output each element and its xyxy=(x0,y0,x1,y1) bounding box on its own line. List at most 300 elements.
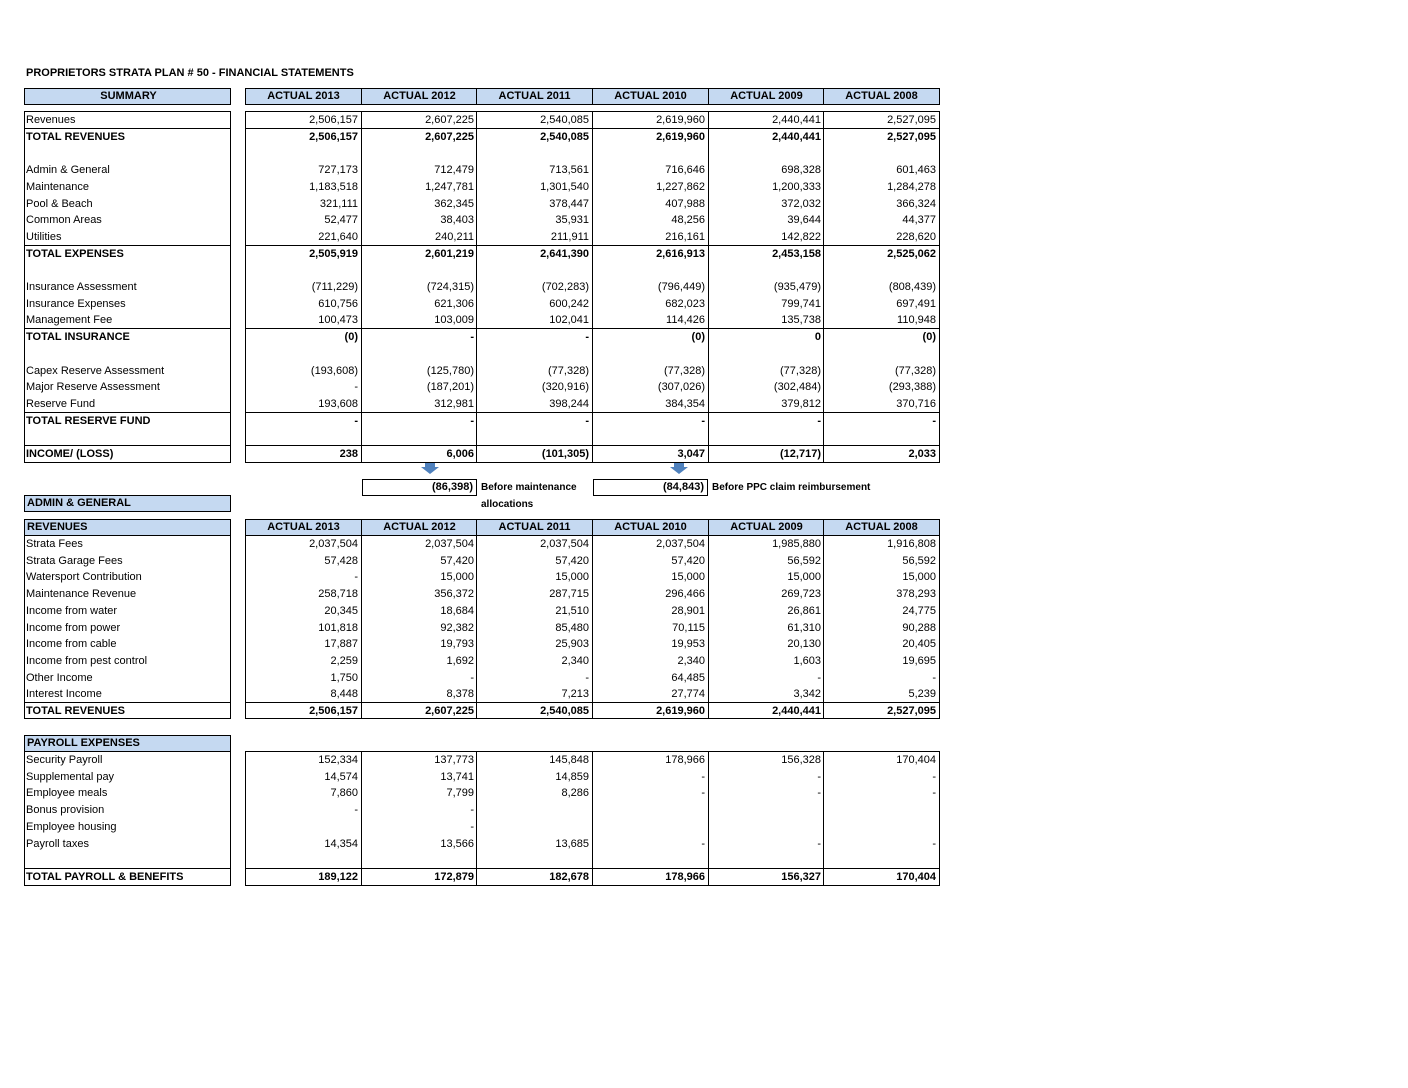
cell-value: - xyxy=(354,381,358,394)
total-row-label: TOTAL EXPENSES xyxy=(26,247,124,260)
row-label: Major Reserve Assessment xyxy=(26,381,160,394)
row-label: Bonus provision xyxy=(26,804,105,817)
row-label: Payroll taxes xyxy=(26,837,89,850)
cell-value: 296,466 xyxy=(665,588,705,601)
cell-value: 697,491 xyxy=(896,297,936,310)
cell-value: 152,334 xyxy=(318,754,358,766)
cell-value xyxy=(823,145,936,162)
cell-value: 3,047 xyxy=(677,448,705,460)
cell-value xyxy=(708,346,821,363)
cell-value: 6,006 xyxy=(446,448,474,460)
cell-value: - xyxy=(701,837,705,850)
cell-value xyxy=(245,852,358,869)
cell-value xyxy=(823,802,936,819)
cell-value: - xyxy=(932,837,936,850)
cell-value: 57,420 xyxy=(440,554,474,567)
cell-value: 1,985,880 xyxy=(772,538,821,550)
cell-value xyxy=(592,346,705,363)
cell-value: 1,301,540 xyxy=(540,180,589,193)
cell-value: 1,750 xyxy=(330,671,358,684)
cell-value xyxy=(823,819,936,836)
cell-value: 189,122 xyxy=(318,870,358,883)
cell-value: 2,037,504 xyxy=(309,538,358,550)
cell-value: 356,372 xyxy=(434,588,474,601)
cell-value: 8,286 xyxy=(561,787,589,800)
cell-value: 2,540,085 xyxy=(540,130,589,143)
cell-value: 26,861 xyxy=(787,604,821,617)
cell-value: 28,901 xyxy=(671,604,705,617)
row-label: Employee meals xyxy=(26,787,108,800)
cell-value: 2,527,095 xyxy=(887,114,936,126)
cell-value: (12,717) xyxy=(780,448,821,460)
cell-value: 61,310 xyxy=(787,621,821,634)
row-label: Maintenance Revenue xyxy=(26,588,137,601)
cell-value: 362,345 xyxy=(434,197,474,210)
cell-value: (702,283) xyxy=(541,281,589,293)
total-row-label: TOTAL INSURANCE xyxy=(26,331,130,344)
cell-value: (0) xyxy=(691,331,705,344)
cell-value: - xyxy=(470,820,474,833)
cell-value: 13,741 xyxy=(440,770,474,783)
cell-value: - xyxy=(354,414,358,427)
cell-value: 19,695 xyxy=(902,654,936,667)
cell-value: - xyxy=(585,671,589,684)
cell-value: (193,608) xyxy=(310,364,358,377)
row-label: Admin & General xyxy=(26,164,110,177)
cell-value: 2,453,158 xyxy=(772,247,821,260)
cell-value: 366,324 xyxy=(896,197,936,210)
cell-value: 269,723 xyxy=(781,588,821,601)
row-label: Income from power xyxy=(26,621,121,634)
cell-value: 25,903 xyxy=(555,638,589,651)
cell-value: 20,130 xyxy=(787,638,821,651)
cell-value xyxy=(245,819,358,836)
column-header-5: ACTUAL 2008 xyxy=(823,88,940,105)
cell-value: 17,887 xyxy=(324,638,358,651)
cell-value xyxy=(823,346,936,363)
total-row-label: INCOME/ (LOSS) xyxy=(26,448,114,460)
cell-value: - xyxy=(701,770,705,783)
cell-value: (77,328) xyxy=(664,364,705,377)
cell-value: 5,239 xyxy=(908,688,936,701)
cell-value: (77,328) xyxy=(780,364,821,377)
cell-value: 48,256 xyxy=(671,214,705,227)
cell-value xyxy=(708,802,821,819)
row-label xyxy=(26,852,229,869)
cell-value: 2,540,085 xyxy=(540,114,589,126)
cell-value: (307,026) xyxy=(657,381,705,394)
cell-value xyxy=(476,819,589,836)
cell-value: - xyxy=(354,571,358,584)
cell-value xyxy=(245,346,358,363)
cell-value: - xyxy=(932,787,936,800)
cell-value xyxy=(476,262,589,279)
row-label: Insurance Assessment xyxy=(26,281,137,293)
cell-value: 92,382 xyxy=(440,621,474,634)
cell-value: 57,420 xyxy=(555,554,589,567)
cell-value xyxy=(592,852,705,869)
cell-value: 39,644 xyxy=(787,214,821,227)
cell-value: 2,440,441 xyxy=(772,130,821,143)
cell-value: (77,328) xyxy=(895,364,936,377)
cell-value: (77,328) xyxy=(548,364,589,377)
cell-value: 1,183,518 xyxy=(309,180,358,193)
cell-value: 287,715 xyxy=(549,588,589,601)
cell-value: 20,345 xyxy=(324,604,358,617)
cell-value: 2,619,960 xyxy=(656,705,705,717)
cell-value: 35,931 xyxy=(555,214,589,227)
cell-value: 312,981 xyxy=(434,397,474,410)
cell-value: - xyxy=(354,804,358,817)
cell-value xyxy=(592,145,705,162)
cell-value xyxy=(361,262,474,279)
cell-value: 2,340 xyxy=(677,654,705,667)
cell-value xyxy=(592,802,705,819)
cell-value: 2,527,095 xyxy=(887,705,936,717)
column-header-1: ACTUAL 2012 xyxy=(361,519,478,536)
note-text: Before maintenance xyxy=(481,482,577,493)
cell-value: (320,916) xyxy=(541,381,589,394)
cell-value: 2,037,504 xyxy=(540,538,589,550)
column-header-4: ACTUAL 2009 xyxy=(708,88,825,105)
cell-value: 712,479 xyxy=(434,164,474,177)
cell-value: 20,405 xyxy=(902,638,936,651)
cell-value: 52,477 xyxy=(324,214,358,227)
cell-value xyxy=(708,852,821,869)
cell-value: 1,247,781 xyxy=(425,180,474,193)
cell-value: - xyxy=(817,671,821,684)
cell-value: 698,328 xyxy=(781,164,821,177)
row-label: Income from pest control xyxy=(26,654,148,667)
cell-value xyxy=(823,852,936,869)
cell-value: 2,440,441 xyxy=(772,705,821,717)
row-label: Security Payroll xyxy=(26,754,103,766)
cell-value xyxy=(592,819,705,836)
cell-value: (0) xyxy=(344,331,358,344)
cell-value xyxy=(245,262,358,279)
row-label: Interest Income xyxy=(26,688,102,701)
cell-value: 2,619,960 xyxy=(656,130,705,143)
cell-value: 716,646 xyxy=(665,164,705,177)
cell-value: 2,616,913 xyxy=(656,247,705,260)
total-row-label: TOTAL RESERVE FUND xyxy=(26,414,151,427)
cell-value: - xyxy=(817,787,821,800)
cell-value xyxy=(361,346,474,363)
cell-value: 142,822 xyxy=(781,230,821,243)
cell-value xyxy=(592,429,705,446)
row-label: Management Fee xyxy=(26,314,113,327)
cell-value xyxy=(708,145,821,162)
cell-value: 170,404 xyxy=(896,754,936,766)
cell-value: 2,506,157 xyxy=(309,705,358,717)
column-header-3: ACTUAL 2010 xyxy=(592,519,709,536)
row-label: Capex Reserve Assessment xyxy=(26,364,165,377)
cell-value: 610,756 xyxy=(318,297,358,310)
cell-value xyxy=(823,429,936,446)
cell-value xyxy=(245,429,358,446)
cell-value: 7,213 xyxy=(561,688,589,701)
cell-value: 110,948 xyxy=(897,314,936,327)
note-text: Before PPC claim reimbursement xyxy=(712,482,871,493)
cell-value: 102,041 xyxy=(549,314,589,327)
row-label: Pool & Beach xyxy=(26,197,93,210)
cell-value: 57,428 xyxy=(324,554,358,567)
cell-value: 156,327 xyxy=(781,870,821,883)
cell-value: 211,911 xyxy=(550,230,589,243)
row-label: Insurance Expenses xyxy=(26,297,126,310)
cell-value xyxy=(823,262,936,279)
cell-value: 713,561 xyxy=(549,164,589,177)
cell-value xyxy=(476,145,589,162)
cell-value: 258,718 xyxy=(318,588,358,601)
cell-value: 2,540,085 xyxy=(540,705,589,717)
cell-value: 193,608 xyxy=(318,397,358,410)
cell-value: (0) xyxy=(922,331,936,344)
cell-value: (293,388) xyxy=(888,381,936,394)
cell-value: 103,009 xyxy=(434,314,474,327)
column-header-2: ACTUAL 2011 xyxy=(476,88,593,105)
total-row-label: TOTAL REVENUES xyxy=(26,130,126,143)
cell-value: (125,780) xyxy=(426,364,474,377)
cell-value: - xyxy=(470,331,474,344)
cell-value: 2,607,225 xyxy=(425,705,474,717)
cell-value: 182,678 xyxy=(549,870,589,883)
cell-value: 21,510 xyxy=(555,604,589,617)
column-header-0: ACTUAL 2013 xyxy=(245,519,362,536)
revenues-header: REVENUES xyxy=(24,519,231,536)
cell-value: 44,377 xyxy=(902,214,936,227)
cell-value xyxy=(708,429,821,446)
cell-value: 57,420 xyxy=(671,554,705,567)
cell-value: 38,403 xyxy=(440,214,474,227)
cell-value: 1,227,862 xyxy=(656,180,705,193)
cell-value: 216,161 xyxy=(665,230,705,243)
row-label: Supplemental pay xyxy=(26,770,115,783)
cell-value: 1,200,333 xyxy=(772,180,821,193)
cell-value: 372,032 xyxy=(781,197,821,210)
cell-value: (808,439) xyxy=(888,281,936,293)
cell-value: 15,000 xyxy=(671,571,705,584)
cell-value: 137,773 xyxy=(434,754,474,766)
cell-value: 114,426 xyxy=(666,314,705,327)
summary-header: SUMMARY xyxy=(24,88,231,105)
cell-value: 378,447 xyxy=(549,197,589,210)
cell-value: 156,328 xyxy=(781,754,821,766)
cell-value: (796,449) xyxy=(657,281,705,293)
column-header-4: ACTUAL 2009 xyxy=(708,519,825,536)
row-label xyxy=(26,429,229,446)
cell-value xyxy=(476,852,589,869)
cell-value: - xyxy=(817,770,821,783)
row-label: Other Income xyxy=(26,671,93,684)
cell-value xyxy=(476,802,589,819)
cell-value: 15,000 xyxy=(440,571,474,584)
admin-general-section: ADMIN & GENERAL xyxy=(24,495,231,512)
cell-value: 145,848 xyxy=(549,754,589,766)
cell-value: 727,173 xyxy=(318,164,358,177)
cell-value: 178,966 xyxy=(665,870,705,883)
cell-value: 407,988 xyxy=(665,197,705,210)
cell-value: - xyxy=(585,414,589,427)
row-label: Income from cable xyxy=(26,638,117,651)
cell-value: 8,378 xyxy=(446,688,474,701)
cell-value: 56,592 xyxy=(902,554,936,567)
cell-value: 2,033 xyxy=(908,448,936,460)
cell-value: 2,607,225 xyxy=(425,130,474,143)
cell-value: - xyxy=(470,804,474,817)
cell-value: 2,037,504 xyxy=(656,538,705,550)
cell-value: 2,525,062 xyxy=(887,247,936,260)
cell-value: 135,738 xyxy=(781,314,821,327)
cell-value: 7,860 xyxy=(330,787,358,800)
cell-value: 14,859 xyxy=(555,770,589,783)
cell-value: 18,684 xyxy=(440,604,474,617)
cell-value: 2,601,219 xyxy=(425,247,474,260)
cell-value: 101,818 xyxy=(318,621,358,634)
cell-value: - xyxy=(932,414,936,427)
cell-value: 799,741 xyxy=(781,297,821,310)
cell-value: 2,641,390 xyxy=(540,247,589,260)
cell-value: 14,574 xyxy=(324,770,358,783)
cell-value: 13,685 xyxy=(555,837,589,850)
cell-value: - xyxy=(701,414,705,427)
cell-value: 378,293 xyxy=(896,588,936,601)
cell-value: 64,485 xyxy=(671,671,705,684)
cell-value: 15,000 xyxy=(902,571,936,584)
cell-value xyxy=(592,262,705,279)
cell-value: 0 xyxy=(814,331,821,344)
cell-value: 600,242 xyxy=(549,297,589,310)
cell-value xyxy=(361,429,474,446)
cell-value: 321,111 xyxy=(319,197,358,210)
cell-value: 15,000 xyxy=(787,571,821,584)
cell-value: (711,229) xyxy=(311,281,358,293)
cell-value: 100,473 xyxy=(318,314,358,327)
cell-value: 621,306 xyxy=(434,297,474,310)
cell-value: 8,448 xyxy=(330,688,358,701)
cell-value: 2,037,504 xyxy=(425,538,474,550)
column-header-3: ACTUAL 2010 xyxy=(592,88,709,105)
note-text: allocations xyxy=(481,499,534,510)
cell-value: 13,566 xyxy=(440,837,474,850)
cell-value: 1,284,278 xyxy=(887,180,936,193)
cell-value: 70,115 xyxy=(672,621,705,634)
row-label: Employee housing xyxy=(26,820,117,833)
cell-value: 2,340 xyxy=(561,654,589,667)
cell-value: 56,592 xyxy=(787,554,821,567)
row-label: Maintenance xyxy=(26,180,89,193)
cell-value: (302,484) xyxy=(773,381,821,394)
page-title: PROPRIETORS STRATA PLAN # 50 - FINANCIAL STATEMENTS xyxy=(26,67,354,79)
cell-value: 14,354 xyxy=(324,837,358,850)
cell-value: - xyxy=(932,770,936,783)
row-label: Strata Fees xyxy=(26,538,83,550)
total-row-label: TOTAL PAYROLL & BENEFITS xyxy=(26,870,184,883)
cell-value: 85,480 xyxy=(555,621,589,634)
cell-value xyxy=(361,145,474,162)
cell-value: 2,607,225 xyxy=(425,114,474,126)
column-header-1: ACTUAL 2012 xyxy=(361,88,478,105)
row-label: Watersport Contribution xyxy=(26,571,142,584)
cell-value: 682,023 xyxy=(665,297,705,310)
row-label xyxy=(26,346,229,363)
cell-value: 24,775 xyxy=(902,604,936,617)
cell-value: - xyxy=(817,837,821,850)
cell-value: - xyxy=(701,787,705,800)
cell-value: 2,440,441 xyxy=(772,114,821,126)
cell-value: 2,506,157 xyxy=(309,130,358,143)
total-row-label: TOTAL REVENUES xyxy=(26,705,126,717)
cell-value: 221,640 xyxy=(318,230,358,243)
cell-value: 379,812 xyxy=(781,397,821,410)
cell-value: 2,505,919 xyxy=(309,247,358,260)
cell-value xyxy=(708,819,821,836)
cell-value xyxy=(476,429,589,446)
cell-value: - xyxy=(932,671,936,684)
cell-value: - xyxy=(585,331,589,344)
cell-value: (935,479) xyxy=(773,281,821,293)
row-label: Revenues xyxy=(26,114,76,126)
cell-value: 2,259 xyxy=(330,654,358,667)
cell-value xyxy=(361,852,474,869)
cell-value xyxy=(245,145,358,162)
row-label: Common Areas xyxy=(26,214,102,227)
note-value-box: (86,398) xyxy=(362,479,477,496)
cell-value: 398,244 xyxy=(549,397,589,410)
cell-value: 1,603 xyxy=(793,654,821,667)
row-label: Income from water xyxy=(26,604,118,617)
cell-value: (187,201) xyxy=(426,381,474,394)
cell-value: 3,342 xyxy=(793,688,821,701)
cell-value: 178,966 xyxy=(665,754,705,766)
cell-value: 2,506,157 xyxy=(309,114,358,126)
row-label: Utilities xyxy=(26,230,62,243)
cell-value: 238 xyxy=(339,448,358,460)
note-value-box: (84,843) xyxy=(593,479,708,496)
cell-value: 2,527,095 xyxy=(887,130,936,143)
column-header-0: ACTUAL 2013 xyxy=(245,88,362,105)
payroll-header: PAYROLL EXPENSES xyxy=(24,735,231,752)
cell-value: 601,463 xyxy=(896,164,936,177)
cell-value: (724,315) xyxy=(426,281,474,293)
cell-value: 172,879 xyxy=(434,870,474,883)
row-label: Reserve Fund xyxy=(26,397,96,410)
cell-value xyxy=(476,346,589,363)
cell-value: 370,716 xyxy=(896,397,936,410)
cell-value: 15,000 xyxy=(555,571,589,584)
cell-value: 1,916,808 xyxy=(887,538,936,550)
column-header-5: ACTUAL 2008 xyxy=(823,519,940,536)
column-header-2: ACTUAL 2011 xyxy=(476,519,593,536)
cell-value: 170,404 xyxy=(896,870,936,883)
cell-value: - xyxy=(470,414,474,427)
cell-value: 27,774 xyxy=(671,688,705,701)
row-label: Strata Garage Fees xyxy=(26,554,123,567)
cell-value: - xyxy=(817,414,821,427)
cell-value: 2,619,960 xyxy=(656,114,705,126)
cell-value: 228,620 xyxy=(896,230,936,243)
cell-value: 240,211 xyxy=(435,230,474,243)
cell-value xyxy=(708,262,821,279)
cell-value: 19,793 xyxy=(440,638,474,651)
cell-value: (101,305) xyxy=(541,448,589,460)
cell-value: 19,953 xyxy=(671,638,705,651)
row-label xyxy=(26,145,229,162)
cell-value: 1,692 xyxy=(446,654,474,667)
cell-value: 384,354 xyxy=(665,397,705,410)
cell-value: 7,799 xyxy=(446,787,474,800)
cell-value: 90,288 xyxy=(902,621,936,634)
